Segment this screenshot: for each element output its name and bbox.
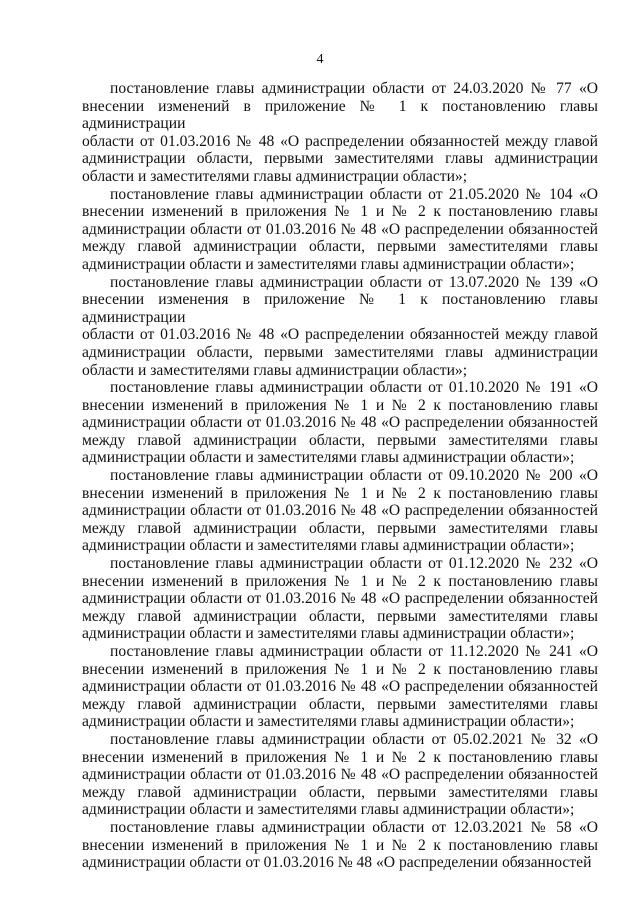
text-line: постановление главы администрации области от 21.05.2020 № 104 «О bbox=[110, 185, 598, 203]
text-line: области от 01.03.2016 № 48 «О распределении обязанностей между главой bbox=[82, 326, 598, 344]
text-line: администрации области от 01.03.2016 № 48 «О распределении обязанностей bbox=[82, 678, 598, 696]
text-line: администрации области от 01.03.2016 № 48 «О распределении обязанностей bbox=[82, 502, 598, 520]
text-line: постановление главы администрации области от 01.12.2020 № 232 «О bbox=[110, 555, 598, 573]
text-line: между главой администрации области, первыми заместителями главы bbox=[82, 519, 598, 537]
text-line: внесении изменений в приложение № 1 к постановлению главы администрации bbox=[82, 97, 598, 133]
text-line: администрации области от 01.03.2016 № 48 «О распределении обязанностей bbox=[82, 854, 592, 872]
text-line: области и заместителями главы администрации области»; bbox=[82, 167, 468, 185]
text-line: администрации области и заместителями главы администрации области»; bbox=[82, 801, 575, 819]
text-line: внесении изменения в приложение № 1 к постановлению главы администрации bbox=[82, 291, 598, 326]
paragraph bbox=[82, 555, 598, 643]
text-line: постановление главы администрации области от 13.07.2020 № 139 «О bbox=[110, 273, 598, 291]
text-line: между главой администрации области, первыми заместителями главы bbox=[82, 695, 598, 713]
text-line: администрации области и заместителями главы администрации области»; bbox=[82, 255, 575, 273]
text-line: внесении изменений в приложения № 1 и № 2 к постановлению главы bbox=[82, 484, 598, 502]
paragraph bbox=[82, 274, 598, 380]
text-line: между главой администрации области, первыми заместителями главы bbox=[82, 238, 598, 256]
paragraph bbox=[82, 731, 598, 819]
text-line: внесении изменений в приложения № 1 и № 2 к постановлению главы bbox=[82, 660, 598, 678]
text-line: между главой администрации области, первыми заместителями главы bbox=[82, 431, 598, 449]
text-line: администрации области от 01.03.2016 № 48 «О распределении обязанностей bbox=[82, 590, 598, 608]
text-line: администрации области от 01.03.2016 № 48 «О распределении обязанностей bbox=[82, 220, 598, 238]
text-line: постановление главы администрации области от 01.10.2020 № 191 «О bbox=[110, 379, 598, 397]
text-line: области от 01.03.2016 № 48 «О распределении обязанностей между главой bbox=[82, 132, 598, 150]
text-line: администрации области, первыми заместителями главы администрации bbox=[82, 150, 598, 168]
text-line: постановление главы администрации области от 12.03.2021 № 58 «О bbox=[110, 818, 598, 836]
text-line: администрации области от 01.03.2016 № 48 «О распределении обязанностей bbox=[82, 414, 598, 432]
text-line: администрации области от 01.03.2016 № 48 «О распределении обязанностей bbox=[82, 766, 598, 784]
text-line: администрации области и заместителями главы администрации области»; bbox=[82, 713, 575, 731]
text-line: внесении изменений в приложения № 1 и № 2 к постановлению главы bbox=[82, 572, 598, 590]
document-body bbox=[82, 80, 598, 872]
text-line: внесении изменений в приложения № 1 и № 2 к постановлению главы bbox=[82, 836, 598, 854]
paragraph bbox=[82, 379, 598, 467]
text-line: постановление главы администрации области от 24.03.2020 № 77 «О bbox=[110, 80, 598, 97]
text-line: постановление главы администрации области от 09.10.2020 № 200 «О bbox=[110, 467, 598, 485]
text-line: внесении изменений в приложения № 1 и № 2 к постановлению главы bbox=[82, 203, 598, 221]
paragraph bbox=[82, 186, 598, 274]
text-line: постановление главы администрации области от 05.02.2021 № 32 «О bbox=[110, 730, 598, 748]
text-line: между главой администрации области, первыми заместителями главы bbox=[82, 783, 598, 801]
paragraph bbox=[82, 80, 598, 186]
text-line: администрации области и заместителями главы администрации области»; bbox=[82, 625, 575, 643]
paragraph bbox=[82, 643, 598, 731]
text-line: администрации области, первыми заместителями главы администрации bbox=[82, 343, 598, 361]
text-line: администрации области и заместителями главы администрации области»; bbox=[82, 449, 575, 467]
text-line: внесении изменений в приложения № 1 и № 2 к постановлению главы bbox=[82, 748, 598, 766]
paragraph bbox=[82, 467, 598, 555]
text-line: между главой администрации области, первыми заместителями главы bbox=[82, 607, 598, 625]
text-line: области и заместителями главы администрации области»; bbox=[82, 361, 468, 379]
paragraph bbox=[82, 819, 598, 872]
text-line: администрации области и заместителями главы администрации области»; bbox=[82, 537, 575, 555]
text-line: постановление главы администрации области от 11.12.2020 № 241 «О bbox=[110, 643, 598, 660]
text-line: внесении изменений в приложения № 1 и № 2 к постановлению главы bbox=[82, 396, 598, 414]
page-number: 4 bbox=[316, 52, 324, 67]
